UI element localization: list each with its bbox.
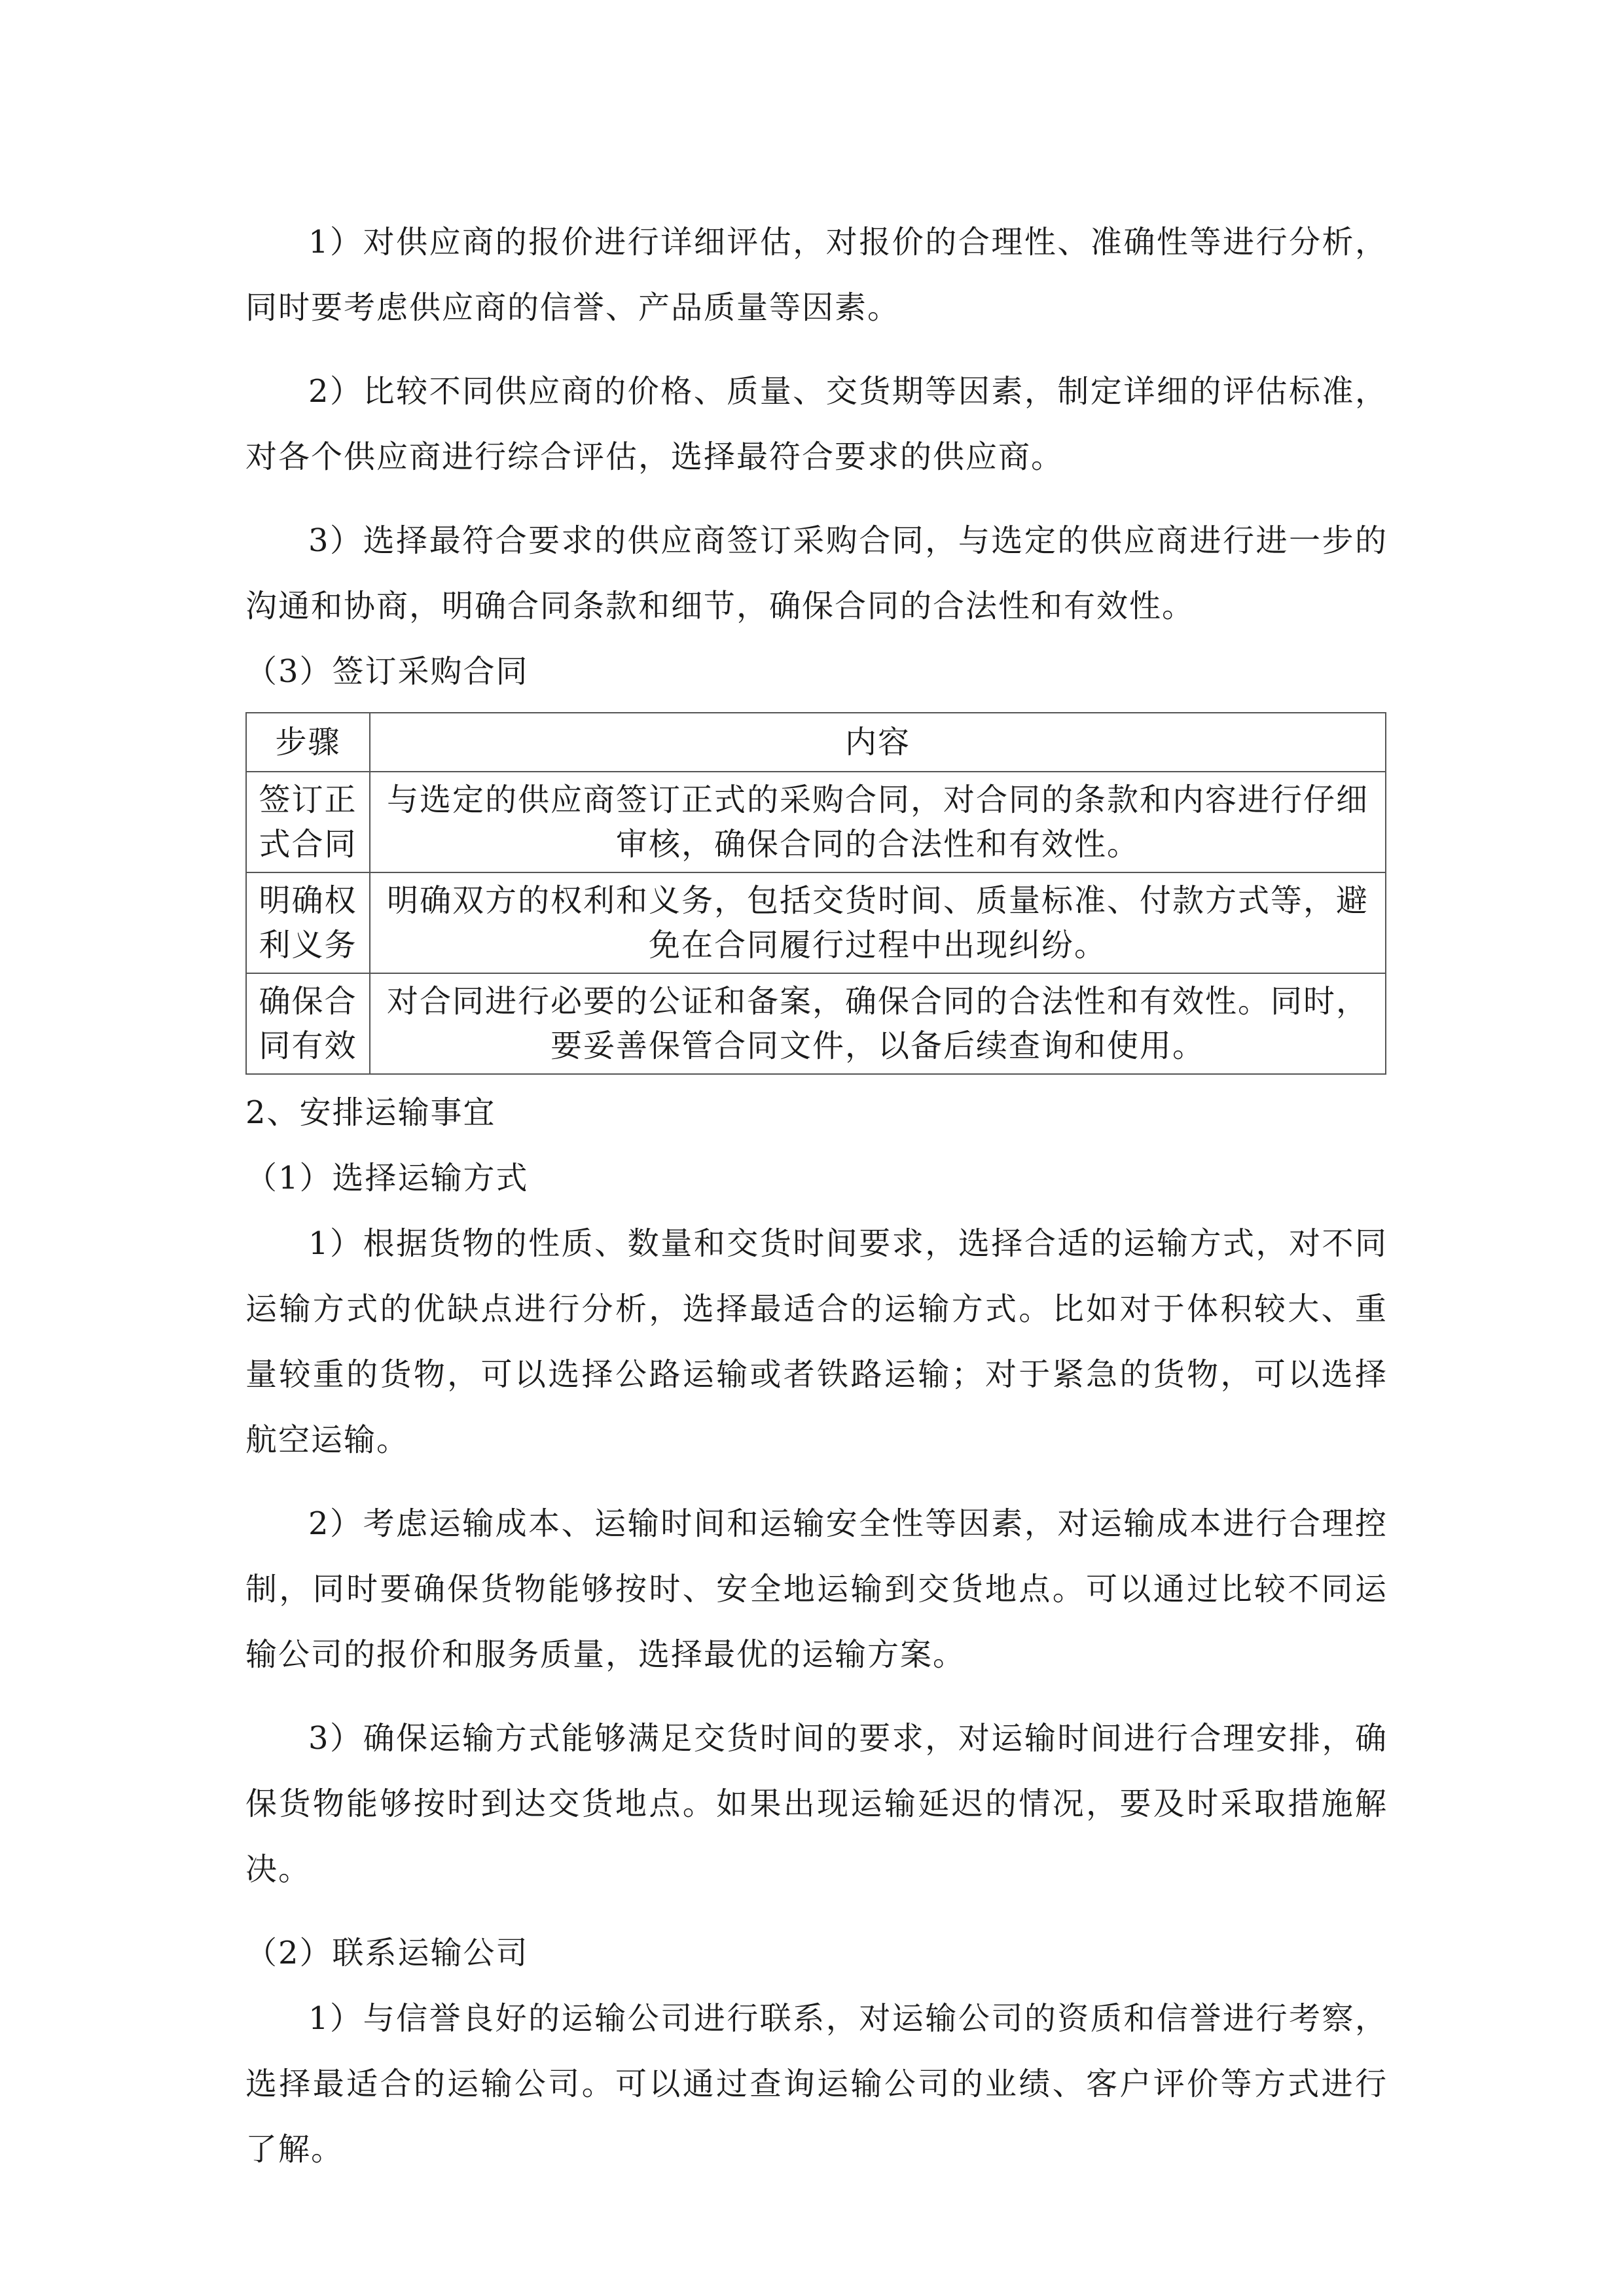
subsection-heading-contact-carrier: （2）联系运输公司 [245, 1935, 529, 1971]
table-cell-step: 确保合同有效 [246, 973, 370, 1074]
table-header-content: 内容 [370, 713, 1386, 772]
table-cell-content: 对合同进行必要的公证和备案，确保合同的合法性和有效性。同时，要妥善保管合同文件，以备后续查询和使用。 [370, 973, 1386, 1074]
section-heading-transport: 2、安排运输事宜 [245, 1094, 496, 1131]
table-cell-content: 明确双方的权利和义务，包括交货时间、质量标准、付款方式等，避免在合同履行过程中出现纠纷。 [370, 872, 1386, 973]
table-row [246, 973, 1386, 1074]
table-header-step: 步骤 [246, 713, 370, 772]
table-cell-content: 与选定的供应商签订正式的采购合同，对合同的条款和内容进行仔细审核，确保合同的合法性和有效性。 [370, 772, 1386, 872]
paragraph: 3）选择最符合要求的供应商签订采购合同，与选定的供应商进行进一步的沟通和协商，明确合同条款和细节，确保合同的合法性和有效性。 [245, 522, 1388, 624]
paragraph: 3）确保运输方式能够满足交货时间的要求，对运输时间进行合理安排，确保货物能够按时到达交货地点。如果出现运输延迟的情况，要及时采取措施解决。 [245, 1720, 1388, 1888]
section-heading-sign-contract: （3）签订采购合同 [245, 653, 529, 690]
table-header-row [246, 713, 1386, 772]
table-row [246, 872, 1386, 973]
subsection-heading-transport-mode: （1）选择运输方式 [245, 1160, 529, 1196]
paragraph: 2）考虑运输成本、运输时间和运输安全性等因素，对运输成本进行合理控制，同时要确保货物能够按时、安全地运输到交货地点。可以通过比较不同运输公司的报价和服务质量，选择最优的运输方案。 [245, 1505, 1388, 1673]
paragraph: 1）对供应商的报价进行详细评估，对报价的合理性、准确性等进行分析，同时要考虑供应商的信誉、产品质量等因素。 [245, 224, 1388, 326]
contract-steps-table [245, 712, 1386, 1075]
document-content [245, 209, 1388, 2182]
table-row [246, 772, 1386, 872]
table-cell-step: 签订正式合同 [246, 772, 370, 872]
paragraph: 1）与信誉良好的运输公司进行联系，对运输公司的资质和信誉进行考察，选择最适合的运输公司。可以通过查询运输公司的业绩、客户评价等方式进行了解。 [245, 2000, 1388, 2168]
paragraph: 2）比较不同供应商的价格、质量、交货期等因素，制定详细的评估标准，对各个供应商进行综合评估，选择最符合要求的供应商。 [245, 373, 1388, 475]
paragraph: 1）根据货物的性质、数量和交货时间要求，选择合适的运输方式，对不同运输方式的优缺点进行分析，选择最适合的运输方式。比如对于体积较大、重量较重的货物，可以选择公路运输或者铁路运输；对于紧急的货物，可以选择航空运输。 [245, 1225, 1388, 1458]
table-cell-step: 明确权利义务 [246, 872, 370, 973]
